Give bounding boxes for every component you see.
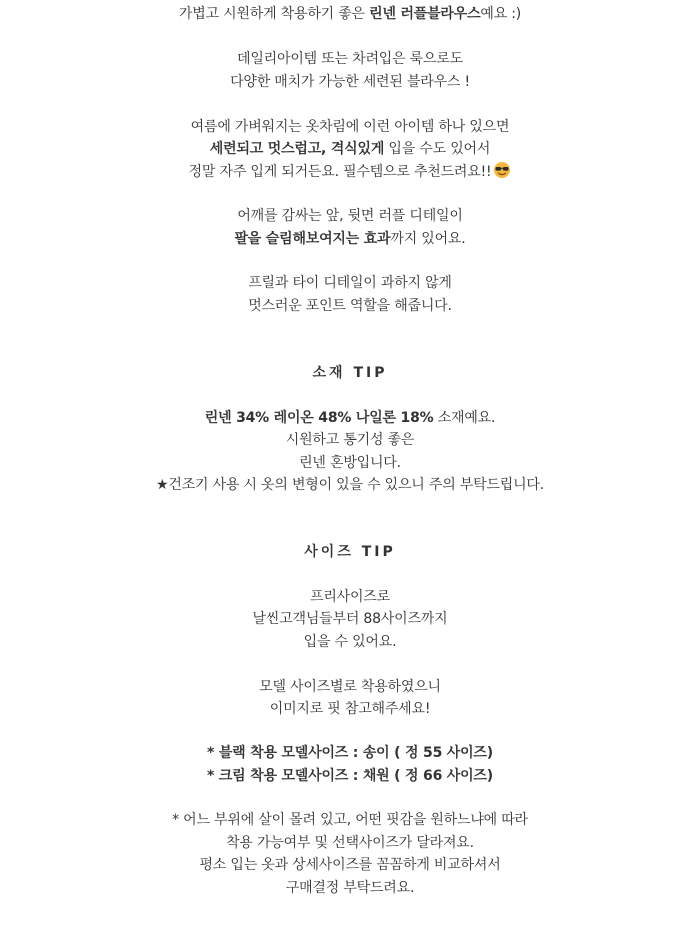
material-line-1: 린넨 34% 레이온 48% 나일론 18% 소재예요. [204,410,496,426]
intro-line-2: 데일리아이템 또는 차려입은 룩으로도 [237,51,463,67]
material-tip-heading: 소재 TIP [312,365,388,381]
intro-line-9: 프릴과 타이 디테일이 과하지 않게 [248,275,452,291]
size-line-3: 입을 수 있어요. [303,634,397,650]
size-line-1: 프리사이즈로 [310,589,390,605]
size-tip-heading: 사이즈 TIP [304,544,396,560]
size-line-9: 착용 가능여부 및 선택사이즈가 달라져요. [226,835,474,851]
intro-line-8: 팔을 슬림해보여지는 효과까지 있어요. [234,231,466,247]
size-line-4: 모델 사이즈별로 착용하였으니 [259,679,441,695]
model-size-black: * 블랙 착용 모델사이즈 : 송이 ( 정 55 사이즈) [207,745,493,761]
size-line-10: 평소 입는 옷과 상세사이즈를 꼼꼼하게 비교하셔서 [199,857,501,873]
size-line-2: 날씬고객님들부터 88사이즈까지 [252,611,448,627]
intro-line-10: 멋스러운 포인트 역할을 해줍니다. [248,298,452,314]
intro-line-1: 가볍고 시원하게 착용하기 좋은 린넨 러플블라우스예요 :) [178,6,522,22]
intro-line-4: 여름에 가벼워지는 옷차림에 이런 아이템 하나 있으면 [190,119,510,135]
intro-line-5: 세련되고 멋스럽고, 격식있게 입을 수도 있어서 [209,141,491,157]
size-line-11: 구매결정 부탁드려요. [285,880,415,896]
sunglasses-face-emoji-icon [493,161,511,186]
material-line-3: 린넨 혼방입니다. [299,455,401,471]
intro-line-7: 어깨를 감싸는 앞, 뒷면 러플 디테일이 [237,208,463,224]
intro-line-3: 다양한 매치가 가능한 세련된 블라우스 ! [230,74,470,90]
model-size-cream: * 크림 착용 모델사이즈 : 채원 ( 정 66 사이즈) [207,768,493,784]
size-line-5: 이미지로 핏 참고해주세요! [269,701,431,717]
intro-line-6: 정말 자주 입게 되거든요. 필수템으로 추천드려요!! [0,161,700,183]
material-line-2: 시원하고 통기성 좋은 [285,432,415,448]
size-line-8: * 어느 부위에 살이 몰려 있고, 어떤 핏감을 원하느냐에 따라 [172,812,528,828]
material-line-4: ★건조기 사용 시 옷의 변형이 있을 수 있으니 주의 부탁드립니다. [156,477,544,493]
